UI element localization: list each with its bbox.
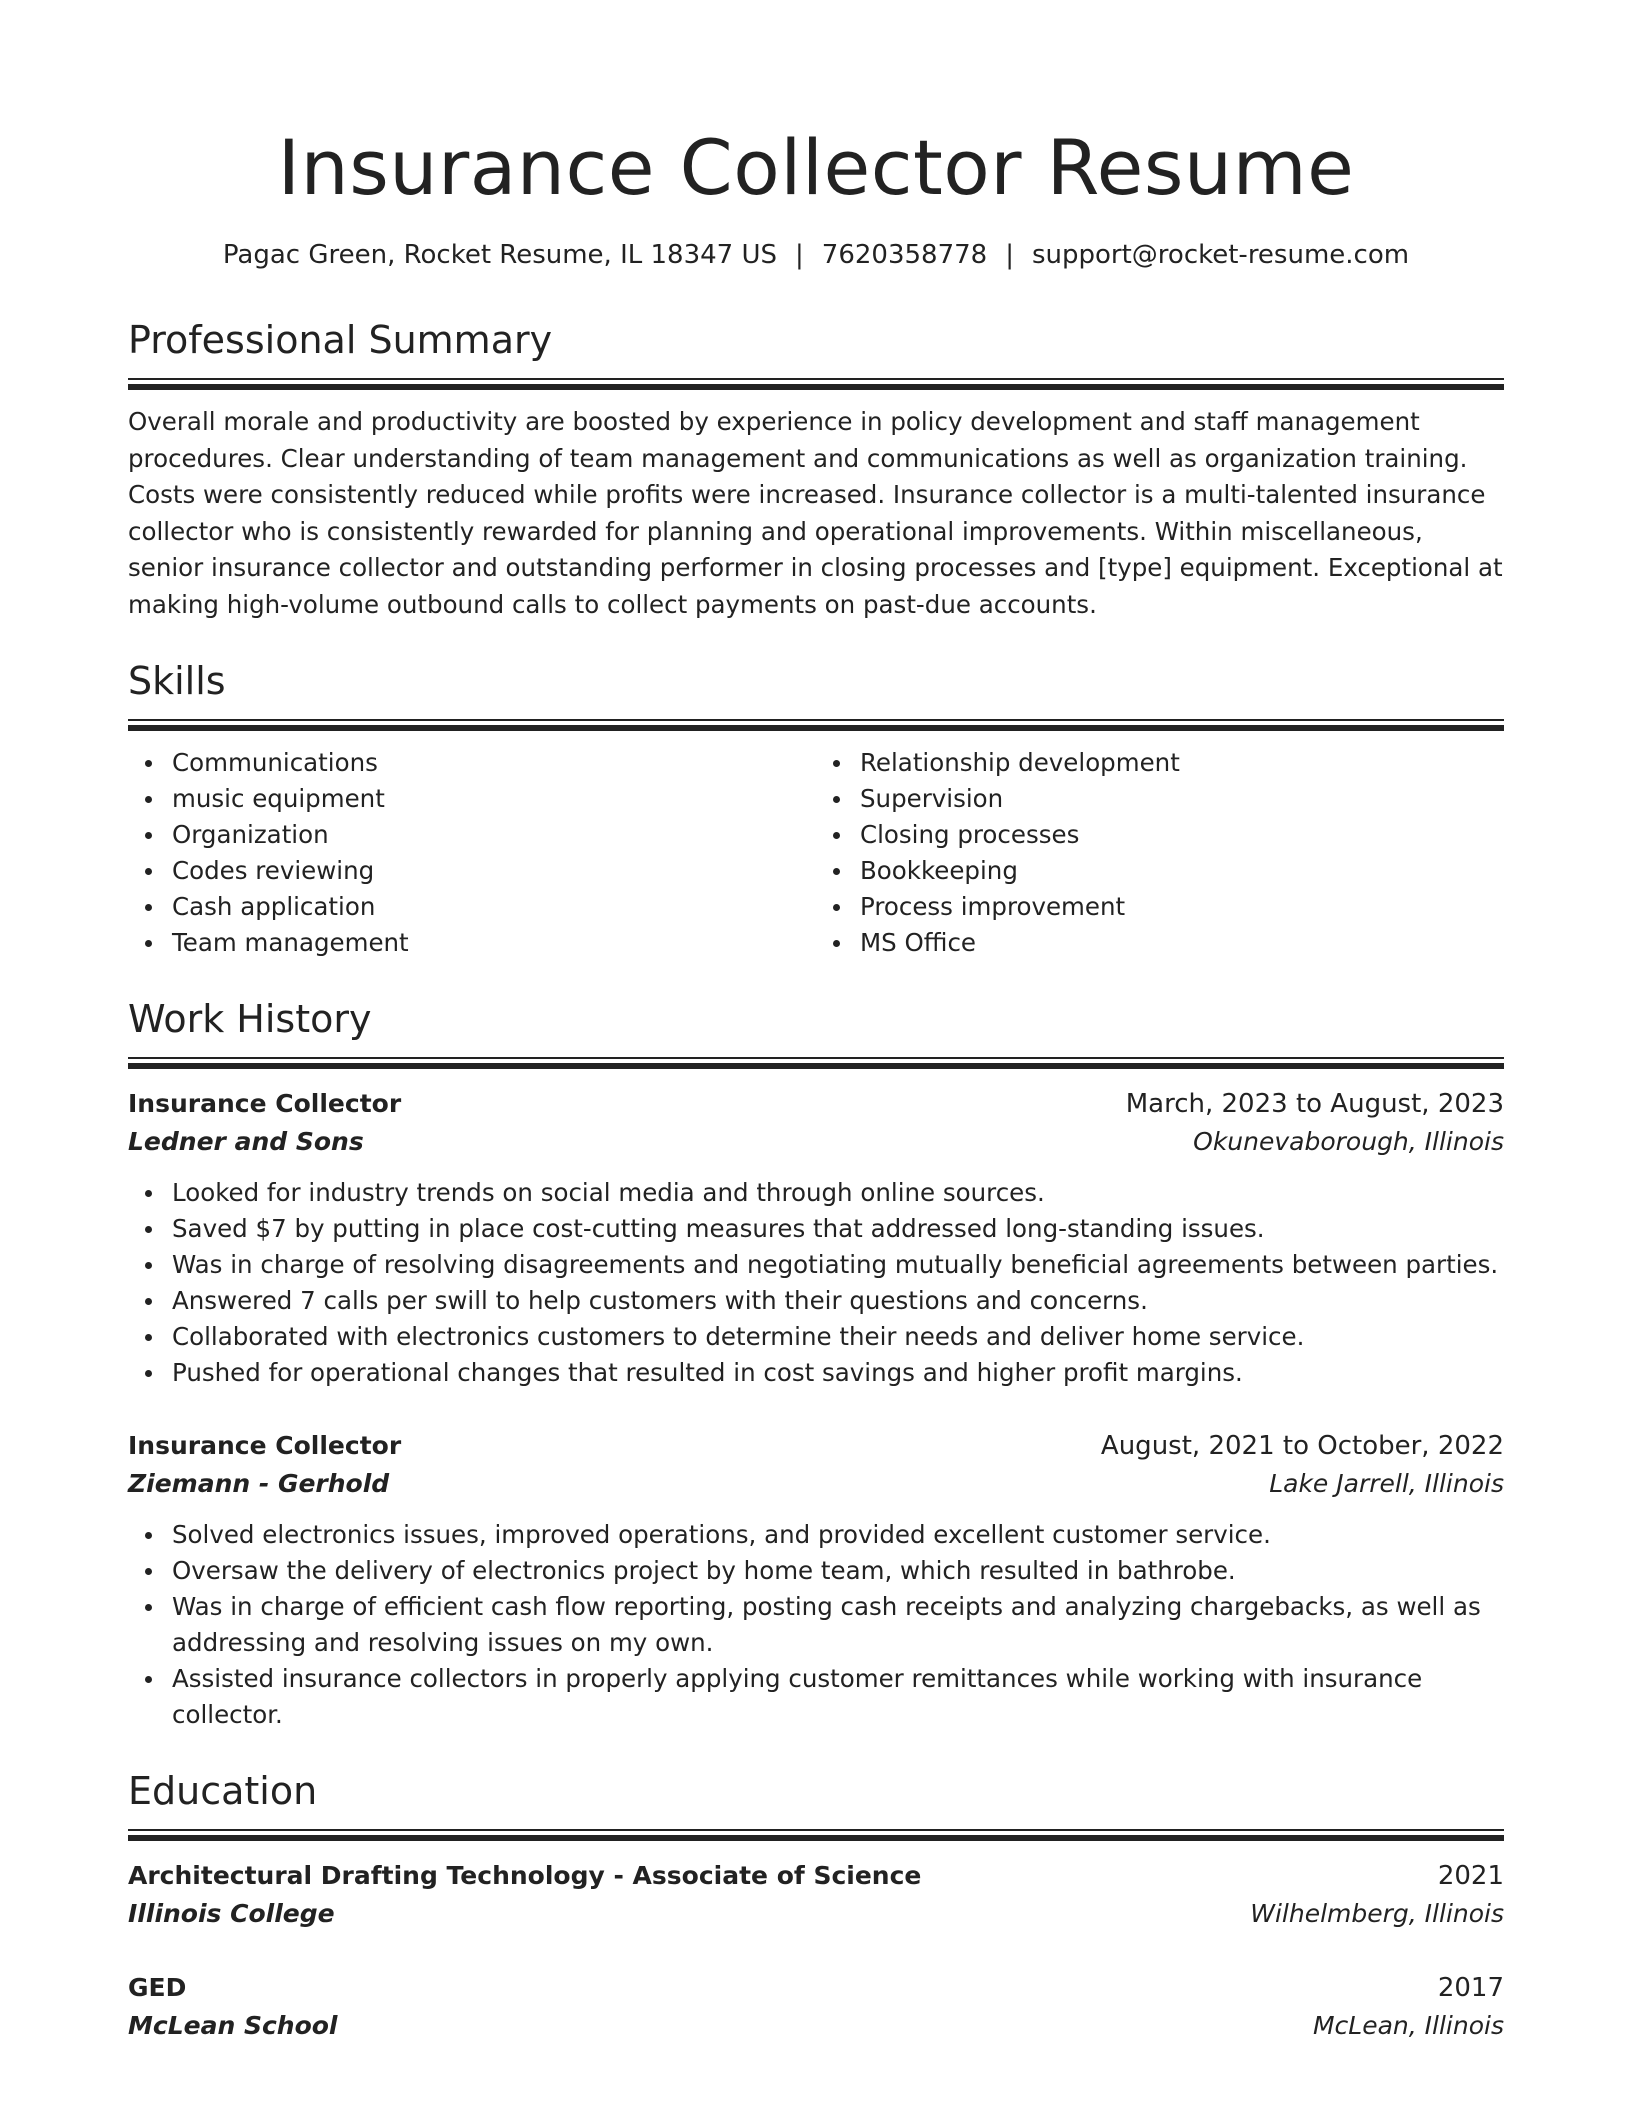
contact-separator: | <box>1005 240 1014 270</box>
job-company: Ziemann - Gerhold <box>128 1469 390 1498</box>
job-bullet: Assisted insurance collectors in properly applying customer remittances while working with insurance collector. <box>172 1661 1504 1733</box>
contact-line <box>128 238 1504 272</box>
education-school: McLean School <box>128 2011 338 2040</box>
job-dates: August, 2021 to October, 2022 <box>1100 1431 1504 1461</box>
education-location: McLean, Illinois <box>1312 2011 1504 2040</box>
job-company-row <box>128 1465 1504 1503</box>
skill-item: Organization <box>172 817 816 853</box>
job-bullet: Solved electronics issues, improved operations, and provided excellent customer service. <box>172 1517 1504 1553</box>
education-year: 2017 <box>1437 1973 1504 2003</box>
job-bullet: Saved $7 by putting in place cost-cutting measures that addressed long-standing issues. <box>172 1211 1504 1247</box>
job-bullet: Pushed for operational changes that resulted in cost savings and higher profit margins. <box>172 1355 1504 1391</box>
skills-heading: Skills <box>128 659 226 703</box>
job-bullets <box>128 1517 1504 1733</box>
job-bullets <box>128 1175 1504 1391</box>
job-bullet: Looked for industry trends on social media and through online sources. <box>172 1175 1504 1211</box>
job-bullet: Collaborated with electronics customers to determine their needs and deliver home service. <box>172 1319 1504 1355</box>
job-title: Insurance Collector <box>128 1431 402 1460</box>
summary-section <box>128 316 1504 623</box>
education-section <box>128 1767 1504 2045</box>
job-title: Insurance Collector <box>128 1089 402 1118</box>
job-bullet: Answered 7 calls per swill to help customers with their questions and concerns. <box>172 1283 1504 1319</box>
education-school-row <box>128 2007 1504 2045</box>
skill-item: Process improvement <box>860 889 1504 925</box>
skill-item: Supervision <box>860 781 1504 817</box>
job-entry <box>128 1427 1504 1733</box>
contact-address: Pagac Green, Rocket Resume, IL 18347 US <box>222 240 778 270</box>
skill-item: Codes reviewing <box>172 853 816 889</box>
job-company-row <box>128 1123 1504 1161</box>
skills-column-left <box>128 745 816 961</box>
job-bullet: Oversaw the delivery of electronics project by home team, which resulted in bathrobe. <box>172 1553 1504 1589</box>
contact-separator: | <box>795 240 804 270</box>
contact-phone: 7620358778 <box>821 240 988 270</box>
summary-text: Overall morale and productivity are boosted by experience in policy development and staff management procedures. Clear understanding of team management and communications as well as organization training. Costs were consistently reduced while profits were increased. Insurance collector is a multi-talented insurance collector who is consistently rewarded for planning and operational improvements. Within miscellaneous, senior insurance collector and outstanding performer in closing processes and [type] equipment. Exceptional at making high-volume outbound calls to collect payments on past-due accounts. <box>128 407 1503 619</box>
education-entry <box>128 1969 1504 2045</box>
education-header-row <box>128 1969 1504 2007</box>
skill-item: Relationship development <box>860 745 1504 781</box>
job-location: Okunevaborough, Illinois <box>1193 1127 1504 1156</box>
skill-item: Cash application <box>172 889 816 925</box>
contact-email: support@rocket-resume.com <box>1031 240 1410 270</box>
job-header-row <box>128 1427 1504 1465</box>
education-heading: Education <box>128 1769 318 1813</box>
job-company: Ledner and Sons <box>128 1127 364 1156</box>
skill-item: MS Office <box>860 925 1504 961</box>
job-dates: March, 2023 to August, 2023 <box>1125 1089 1504 1119</box>
section-divider <box>128 1057 1504 1069</box>
section-divider <box>128 719 1504 731</box>
education-school: Illinois College <box>128 1899 335 1928</box>
section-divider <box>128 378 1504 390</box>
education-header-row <box>128 1857 1504 1895</box>
job-location: Lake Jarrell, Illinois <box>1269 1469 1504 1498</box>
education-degree: Architectural Drafting Technology - Associate of Science <box>128 1861 922 1890</box>
work-history-heading: Work History <box>128 997 372 1041</box>
education-year: 2021 <box>1437 1861 1504 1891</box>
job-header-row <box>128 1085 1504 1123</box>
education-degree: GED <box>128 1973 187 2002</box>
job-bullet: Was in charge of efficient cash flow reporting, posting cash receipts and analyzing chargebacks, as well as addressing and resolving issues on my own. <box>172 1589 1504 1661</box>
skills-section <box>128 657 1504 961</box>
skills-grid <box>128 745 1504 961</box>
skill-item: Closing processes <box>860 817 1504 853</box>
resume-title: Insurance Collector Resume <box>277 123 1355 212</box>
section-divider <box>128 1829 1504 1841</box>
education-location: Wilhelmberg, Illinois <box>1250 1899 1504 1928</box>
skill-item: Bookkeeping <box>860 853 1504 889</box>
education-school-row <box>128 1895 1504 1933</box>
skills-column-right <box>816 745 1504 961</box>
job-bullet: Was in charge of resolving disagreements and negotiating mutually beneficial agreements between parties. <box>172 1247 1504 1283</box>
skill-item: music equipment <box>172 781 816 817</box>
education-entry <box>128 1857 1504 1933</box>
job-entry <box>128 1085 1504 1391</box>
skill-item: Team management <box>172 925 816 961</box>
summary-heading: Professional Summary <box>128 318 553 362</box>
skill-item: Communications <box>172 745 816 781</box>
work-history-section <box>128 995 1504 1733</box>
